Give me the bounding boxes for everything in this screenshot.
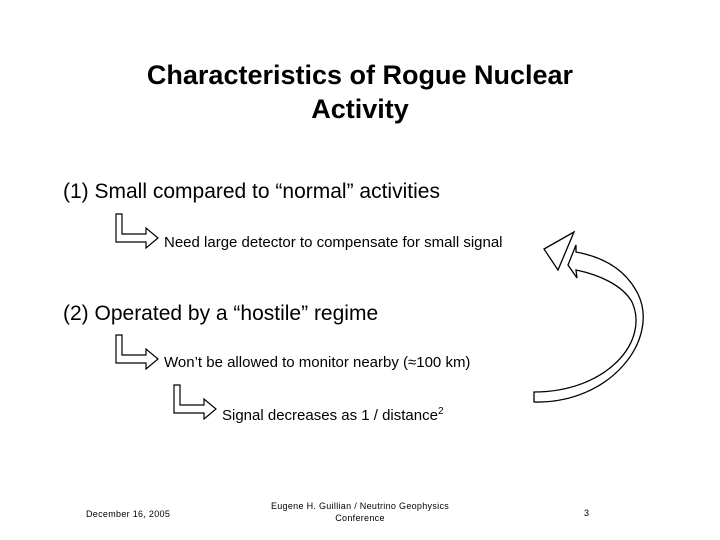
sub-point-3 — [222, 402, 444, 426]
elbow-arrow-icon — [172, 384, 220, 420]
slide-title: Characteristics of Rogue Nuclear Activity — [146, 60, 574, 124]
curved-arrow-icon — [520, 222, 660, 412]
footer-author: Eugene H. Guillian / Neutrino Geophysics Conference — [270, 501, 450, 523]
elbow-arrow-icon — [114, 334, 162, 370]
footer-date: December 16, 2005 — [86, 509, 171, 519]
sub-point-3-text: Signal decreases as 1 / distance — [222, 407, 438, 424]
superscript: 2 — [437, 406, 444, 417]
page-number: 3 — [584, 508, 590, 518]
elbow-arrow-icon — [114, 213, 162, 249]
sub-point-1: Need large detector to compensate for small signal — [164, 234, 503, 251]
sub-point-2: Won’t be allowed to monitor nearby (≈100 km) — [164, 354, 471, 371]
point-2: (2) Operated by a “hostile” regime — [63, 302, 379, 325]
point-1: (1) Small compared to “normal” activities — [63, 180, 440, 203]
